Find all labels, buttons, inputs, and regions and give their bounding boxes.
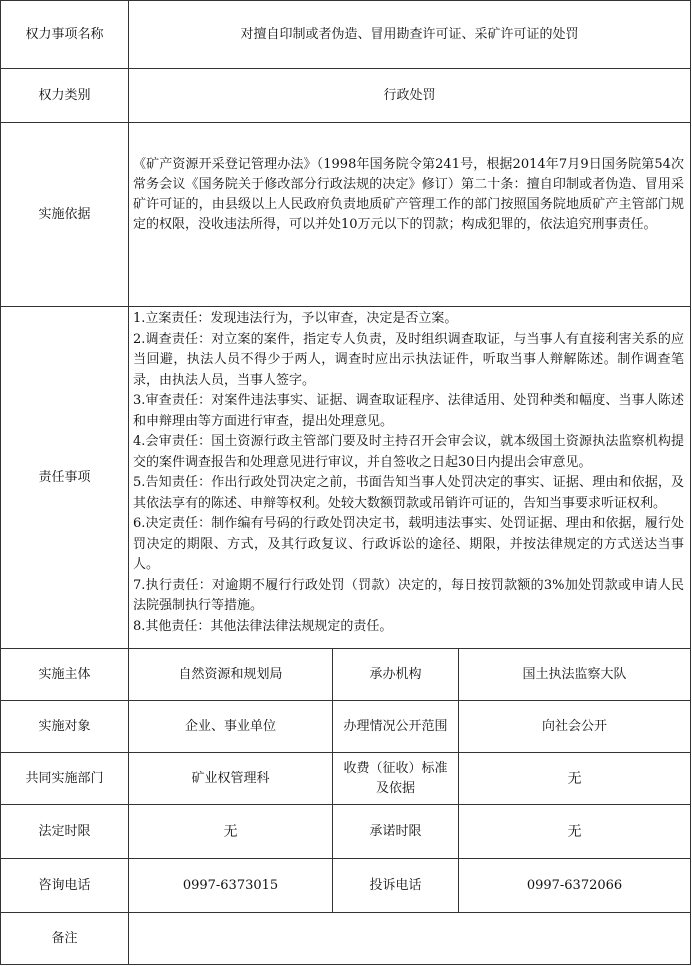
row-target xyxy=(1,701,691,753)
row-time-limit xyxy=(1,805,691,859)
subject-label: 实施主体 xyxy=(1,649,129,701)
responsibility-item-notification: 5.告知责任：作出行政处罚决定之前，书面告知当事人处罚决定的事实、证据、理由和依据，及其依法享有的陈述、申辩等权利。处较大数额罚款或吊销许可证的，告知当事要求听证权利。 xyxy=(133,475,685,511)
basis-text: 《矿产资源开采登记管理办法》（1998年国务院令第241号，根据2014年7月9日国务院第54次常务会议《国务院关于修改部分行政法规的决定》修订）第二十条：擅自印制或者伪造、冒用采矿许可证的，由县级以上人民政府负责地质矿产管理工作的部门按照国务院地质矿产主管部门规定的权限，没收违法所得，可以并处10万元以下的罚款；构成犯罪的，依法追究刑事责任。 xyxy=(129,123,691,307)
complaint-phone-value: 0997-6372066 xyxy=(459,859,691,913)
row-subject xyxy=(1,649,691,701)
responsibility-item-decision: 6.决定责任：制作编有号码的行政处罚决定书，载明违法事实、处罚证据、理由和依据，履行处罚决定的期限、方式，及其行政复议、行政诉讼的途径、期限，并按法律规定的方式送达当事人。 xyxy=(133,516,685,572)
remark-label: 备注 xyxy=(1,913,129,965)
subject-value: 自然资源和规划局 xyxy=(129,649,333,701)
responsibility-label: 责任事项 xyxy=(1,307,129,649)
responsibility-item-execution: 7.执行责任：对逾期不履行行政处罚（罚款）决定的，每日按罚款额的3%加处罚款或申请人民法院强制执行等措施。 xyxy=(133,577,685,613)
category-value: 行政处罚 xyxy=(129,69,691,123)
responsibility-item-investigation: 2.调查责任：对立案的案件，指定专人负责，及时组织调查取证，与当事人有直接利害关系的应当回避，执法人员不得少于两人，调查时应出示执法证件，听取当事人辩解陈述。制作调查笔录，由执法人员，当事人签字。 xyxy=(133,331,685,388)
category-label: 权力类别 xyxy=(1,69,129,123)
fee-standard-value: 无 xyxy=(459,753,691,805)
basis-label: 实施依据 xyxy=(1,123,129,307)
promised-time-limit-value: 无 xyxy=(459,805,691,859)
target-label: 实施对象 xyxy=(1,701,129,753)
handling-org-value: 国土执法监察大队 xyxy=(459,649,691,701)
responsibility-item-joint-review: 4.会审责任：国土资源行政主管部门要及时主持召开会审会议，就本级国土资源执法监察机构提交的案件调查报告和处理意见进行审议，并自签收之日起30日内提出会审意见。 xyxy=(133,434,685,470)
item-name-label: 权力事项名称 xyxy=(1,1,129,69)
target-value: 企业、事业单位 xyxy=(129,701,333,753)
joint-dept-value: 矿业权管理科 xyxy=(129,753,333,805)
row-joint-dept xyxy=(1,753,691,805)
row-remark xyxy=(1,913,691,965)
legal-time-limit-value: 无 xyxy=(129,805,333,859)
complaint-phone-label: 投诉电话 xyxy=(333,859,459,913)
row-category xyxy=(1,69,691,123)
responsibility-item-other: 8.其他责任：其他法律法律法规规定的责任。 xyxy=(133,618,393,634)
joint-dept-label: 共同实施部门 xyxy=(1,753,129,805)
fee-standard-label: 收费（征收）标准及依据 xyxy=(333,753,459,805)
item-name-value: 对擅自印制或者伪造、冒用勘查许可证、采矿许可证的处罚 xyxy=(129,1,691,69)
disclosure-scope-label: 办理情况公开范围 xyxy=(333,701,459,753)
row-item-name xyxy=(1,1,691,69)
consult-phone-label: 咨询电话 xyxy=(1,859,129,913)
handling-org-label: 承办机构 xyxy=(333,649,459,701)
promised-time-limit-label: 承诺时限 xyxy=(333,805,459,859)
remark-value xyxy=(129,913,691,965)
row-phone xyxy=(1,859,691,913)
legal-time-limit-label: 法定时限 xyxy=(1,805,129,859)
consult-phone-value: 0997-6373015 xyxy=(129,859,333,913)
responsibility-item-review: 3.审查责任：对案件违法事实、证据、调查取证程序、法律适用、处罚种类和幅度、当事人陈述和申辩理由等方面进行审查，提出处理意见。 xyxy=(133,393,685,429)
responsibility-list xyxy=(129,307,691,649)
row-responsibility xyxy=(1,307,691,649)
disclosure-scope-value: 向社会公开 xyxy=(459,701,691,753)
row-basis xyxy=(1,123,691,307)
responsibility-item-filing: 1.立案责任：发现违法行为，予以审查，决定是否立案。 xyxy=(133,311,458,326)
